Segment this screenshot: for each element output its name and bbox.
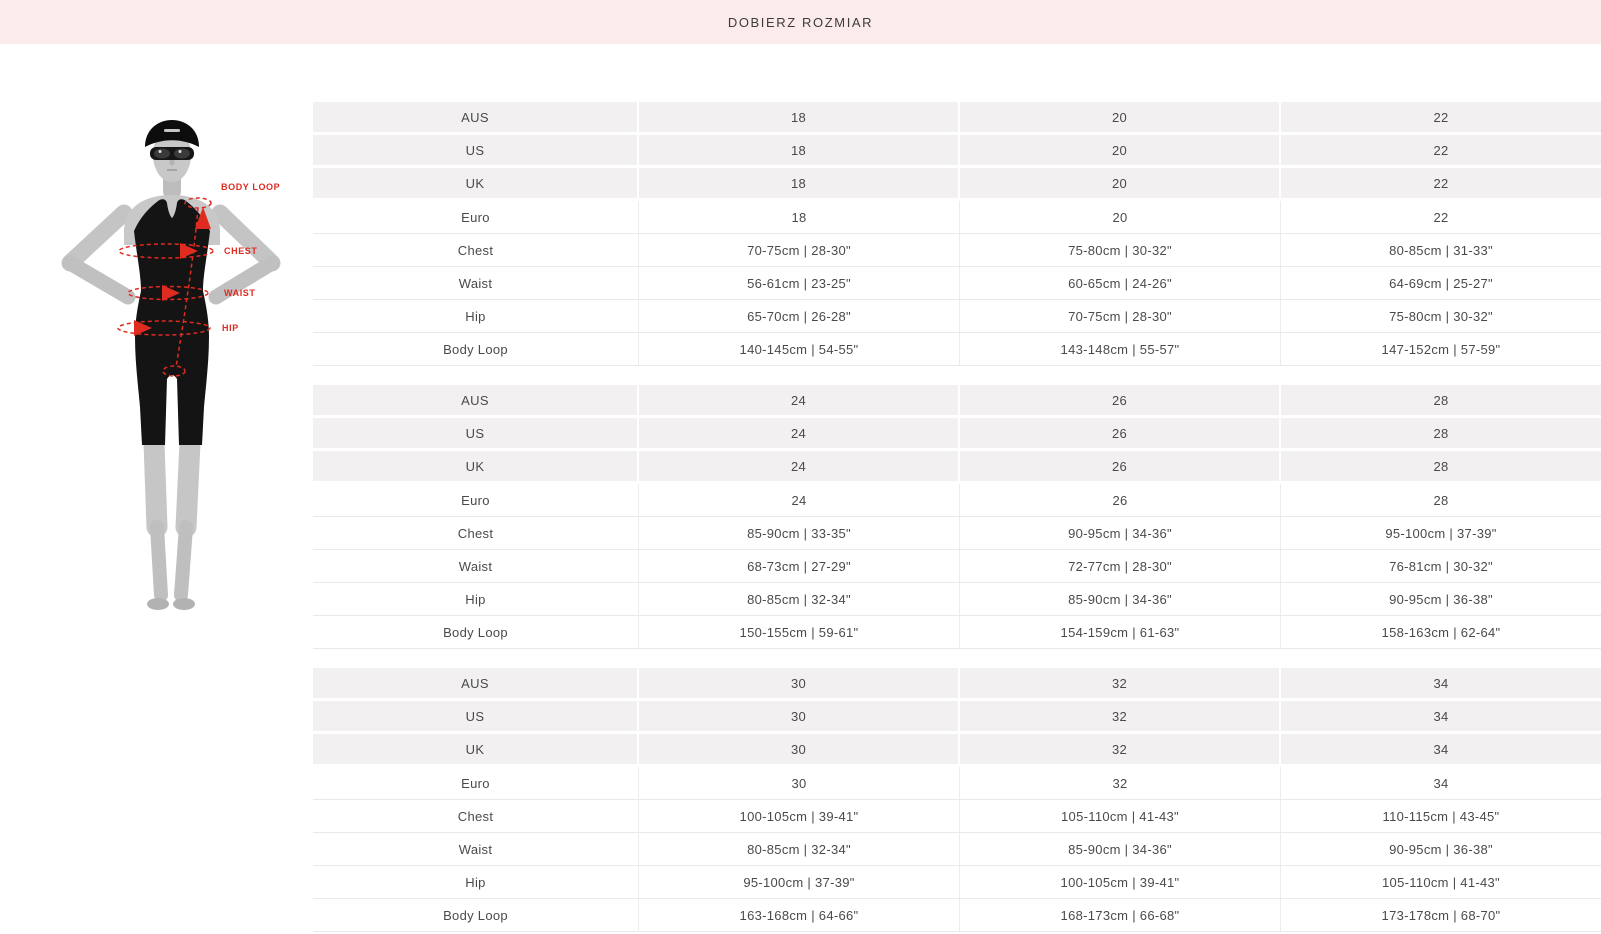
row-label-cell: UK [313, 734, 639, 764]
size-value-cell: 20 [960, 201, 1281, 233]
size-value-cell: 72-77cm | 28-30" [960, 550, 1281, 582]
size-value-cell: 85-90cm | 33-35" [639, 517, 960, 549]
size-value-cell: 28 [1281, 385, 1601, 415]
size-table-row [313, 267, 1601, 300]
swimmer-left-calf [157, 527, 161, 595]
size-value-cell: 34 [1281, 767, 1601, 799]
size-tables [313, 102, 1601, 932]
page-title: DOBIERZ ROZMIAR [727, 14, 874, 30]
size-value-cell: 90-95cm | 36-38" [1281, 833, 1601, 865]
size-value-cell: 18 [639, 102, 960, 132]
row-label-cell: UK [313, 451, 639, 481]
size-value-cell: 60-65cm | 24-26" [960, 267, 1281, 299]
size-value-cell: 75-80cm | 30-32" [1281, 300, 1601, 332]
size-value-cell: 105-110cm | 41-43" [960, 800, 1281, 832]
row-label-cell: Waist [313, 267, 639, 299]
size-value-cell: 85-90cm | 34-36" [960, 583, 1281, 615]
size-table-row [313, 833, 1601, 866]
annotation-label-body-loop: BODY LOOP [221, 182, 281, 192]
size-value-cell: 20 [960, 168, 1281, 198]
size-value-cell: 18 [639, 168, 960, 198]
swim-cap-logo [164, 129, 180, 132]
size-value-cell: 110-115cm | 43-45" [1281, 800, 1601, 832]
row-label-cell: Waist [313, 833, 639, 865]
swimmer-swimsuit [134, 199, 210, 445]
measurement-figure [40, 95, 300, 630]
size-table-row [313, 701, 1601, 734]
size-value-cell: 76-81cm | 30-32" [1281, 550, 1601, 582]
size-value-cell: 56-61cm | 23-25" [639, 267, 960, 299]
size-value-cell: 34 [1281, 668, 1601, 698]
size-value-cell: 100-105cm | 39-41" [960, 866, 1281, 898]
size-value-cell: 30 [639, 668, 960, 698]
row-label-cell: Waist [313, 550, 639, 582]
row-label-cell: US [313, 701, 639, 731]
swimmer-left-thigh [154, 443, 157, 527]
row-label-cell: US [313, 135, 639, 165]
size-value-cell: 30 [639, 767, 960, 799]
size-value-cell: 100-105cm | 39-41" [639, 800, 960, 832]
size-table-row [313, 201, 1601, 234]
size-value-cell: 158-163cm | 62-64" [1281, 616, 1601, 648]
row-label-cell: Hip [313, 583, 639, 615]
size-value-cell: 30 [639, 701, 960, 731]
size-value-cell: 163-168cm | 64-66" [639, 899, 960, 931]
swimmer-left-arm [70, 213, 124, 263]
row-label-cell: Body Loop [313, 616, 639, 648]
size-value-cell: 80-85cm | 32-34" [639, 833, 960, 865]
swimmer-right-calf [181, 527, 186, 595]
size-value-cell: 28 [1281, 418, 1601, 448]
size-value-cell: 24 [639, 451, 960, 481]
row-label-cell: Body Loop [313, 333, 639, 365]
size-value-cell: 80-85cm | 31-33" [1281, 234, 1601, 266]
size-guide-header [0, 0, 1601, 44]
size-table-row [313, 517, 1601, 550]
size-value-cell: 34 [1281, 701, 1601, 731]
size-table-row [313, 668, 1601, 701]
size-value-cell: 90-95cm | 34-36" [960, 517, 1281, 549]
row-label-cell: Euro [313, 484, 639, 516]
size-value-cell: 26 [960, 451, 1281, 481]
size-value-cell: 22 [1281, 201, 1601, 233]
size-value-cell: 154-159cm | 61-63" [960, 616, 1281, 648]
size-value-cell: 70-75cm | 28-30" [960, 300, 1281, 332]
size-value-cell: 26 [960, 484, 1281, 516]
size-value-cell: 22 [1281, 168, 1601, 198]
swimmer-right-foot [173, 598, 195, 610]
size-table-row [313, 135, 1601, 168]
goggle-right-lens [174, 149, 190, 159]
size-value-cell: 18 [639, 201, 960, 233]
size-table-row [313, 583, 1601, 616]
row-label-cell: Chest [313, 800, 639, 832]
size-value-cell: 90-95cm | 36-38" [1281, 583, 1601, 615]
size-value-cell: 20 [960, 135, 1281, 165]
size-value-cell: 28 [1281, 451, 1601, 481]
size-table-row [313, 300, 1601, 333]
size-value-cell: 24 [639, 484, 960, 516]
size-value-cell: 32 [960, 668, 1281, 698]
size-table-row [313, 616, 1601, 649]
size-table-row [313, 550, 1601, 583]
size-value-cell: 68-73cm | 27-29" [639, 550, 960, 582]
size-value-cell: 22 [1281, 102, 1601, 132]
size-value-cell: 24 [639, 385, 960, 415]
row-label-cell: AUS [313, 668, 639, 698]
goggle-glint-left [159, 150, 162, 153]
size-table-row [313, 168, 1601, 201]
size-guide-content [0, 44, 1601, 934]
size-value-cell: 168-173cm | 66-68" [960, 899, 1281, 931]
row-label-cell: Chest [313, 234, 639, 266]
size-value-cell: 18 [639, 135, 960, 165]
size-table-row [313, 102, 1601, 135]
size-value-cell: 32 [960, 701, 1281, 731]
size-value-cell: 32 [960, 767, 1281, 799]
size-value-cell: 150-155cm | 59-61" [639, 616, 960, 648]
size-value-cell: 34 [1281, 734, 1601, 764]
size-table-row [313, 333, 1601, 366]
size-table-row [313, 418, 1601, 451]
size-table-row [313, 385, 1601, 418]
row-label-cell: Hip [313, 866, 639, 898]
size-table-1 [313, 102, 1601, 366]
row-label-cell: UK [313, 168, 639, 198]
size-value-cell: 147-152cm | 57-59" [1281, 333, 1601, 365]
size-value-cell: 26 [960, 418, 1281, 448]
size-value-cell: 65-70cm | 26-28" [639, 300, 960, 332]
size-table-row [313, 800, 1601, 833]
swimmer-left-foot [147, 598, 169, 610]
size-value-cell: 85-90cm | 34-36" [960, 833, 1281, 865]
row-label-cell: US [313, 418, 639, 448]
row-label-cell: Euro [313, 201, 639, 233]
size-table-row [313, 451, 1601, 484]
size-value-cell: 173-178cm | 68-70" [1281, 899, 1601, 931]
size-table-row [313, 484, 1601, 517]
size-table-row [313, 734, 1601, 767]
row-label-cell: AUS [313, 385, 639, 415]
annotation-label-waist: WAIST [224, 288, 256, 298]
swimmer-right-thigh [186, 443, 190, 527]
row-label-cell: Hip [313, 300, 639, 332]
size-table-row [313, 899, 1601, 932]
swimmer-measurement-image [40, 95, 300, 630]
goggle-left-lens [154, 149, 170, 159]
size-value-cell: 95-100cm | 37-39" [639, 866, 960, 898]
size-value-cell: 22 [1281, 135, 1601, 165]
row-label-cell: Body Loop [313, 899, 639, 931]
size-value-cell: 64-69cm | 25-27" [1281, 267, 1601, 299]
size-table-row [313, 234, 1601, 267]
size-value-cell: 70-75cm | 28-30" [639, 234, 960, 266]
size-table-2 [313, 385, 1601, 649]
size-value-cell: 105-110cm | 41-43" [1281, 866, 1601, 898]
goggle-glint-right [179, 150, 182, 153]
row-label-cell: Euro [313, 767, 639, 799]
size-value-cell: 95-100cm | 37-39" [1281, 517, 1601, 549]
row-label-cell: AUS [313, 102, 639, 132]
swimmer-left-forearm [70, 263, 128, 297]
size-value-cell: 143-148cm | 55-57" [960, 333, 1281, 365]
annotation-label-hip: HIP [222, 323, 239, 333]
size-table-3 [313, 668, 1601, 932]
annotation-label-chest: CHEST [224, 246, 258, 256]
size-table-row [313, 866, 1601, 899]
size-value-cell: 24 [639, 418, 960, 448]
size-table-row [313, 767, 1601, 800]
size-value-cell: 30 [639, 734, 960, 764]
size-value-cell: 32 [960, 734, 1281, 764]
row-label-cell: Chest [313, 517, 639, 549]
size-value-cell: 140-145cm | 54-55" [639, 333, 960, 365]
size-value-cell: 28 [1281, 484, 1601, 516]
size-value-cell: 80-85cm | 32-34" [639, 583, 960, 615]
size-value-cell: 75-80cm | 30-32" [960, 234, 1281, 266]
size-value-cell: 26 [960, 385, 1281, 415]
size-value-cell: 20 [960, 102, 1281, 132]
